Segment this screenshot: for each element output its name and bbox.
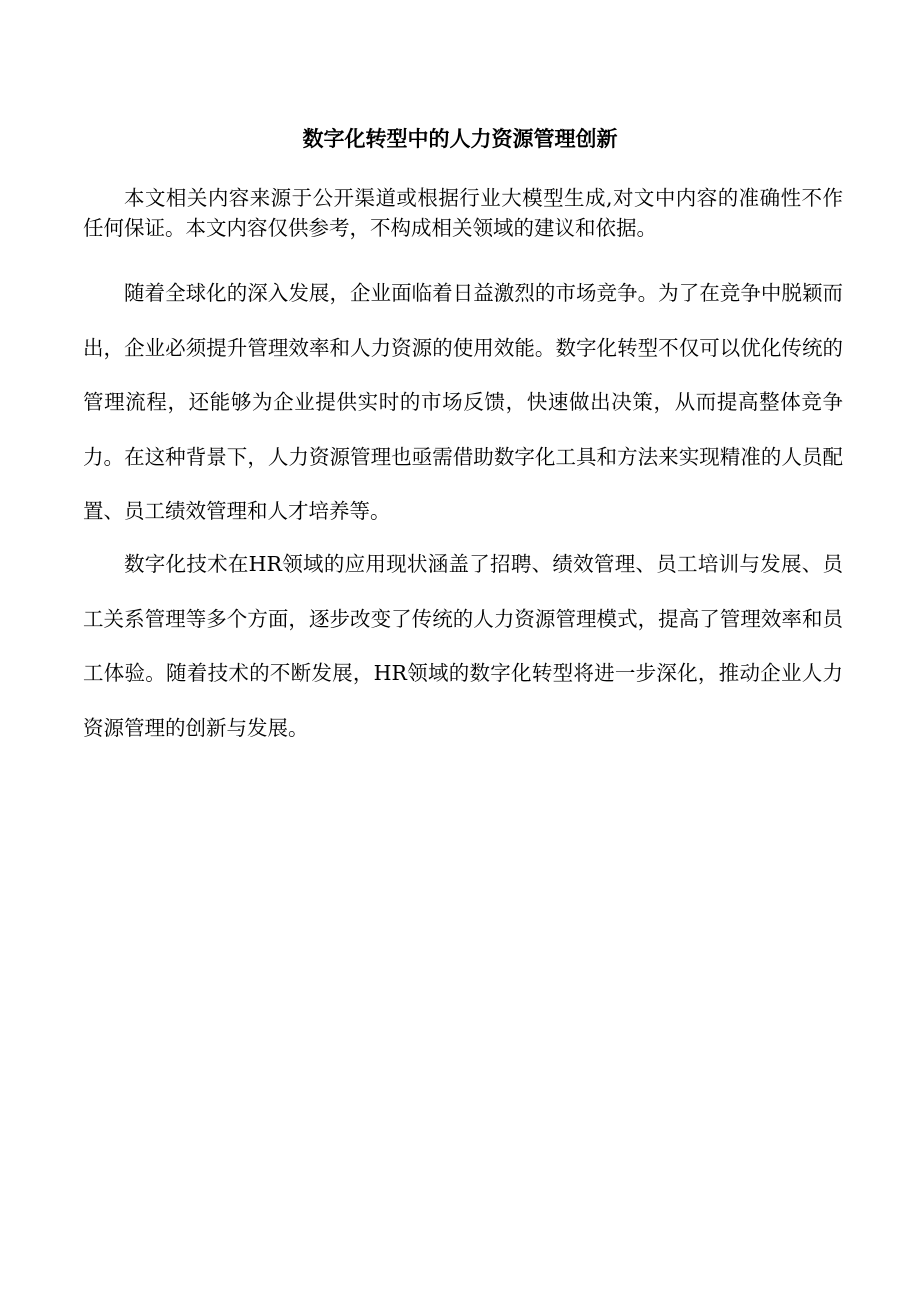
body-paragraph-2: 数字化技术在HR领域的应用现状涵盖了招聘、绩效管理、员工培训与发展、员工关系管理等多个方面，逐步改变了传统的人力资源管理模式，提高了管理效率和员工体验。随着技术的不断发展，HR领域的数字化转型将进一步深化，推动企业人力资源管理的创新与发展。 [83,552,843,740]
disclaimer-paragraph: 本文相关内容来源于公开渠道或根据行业大模型生成,对文中内容的准确性不作任何保证。本文内容仅供参考，不构成相关领域的建议和依据。 [83,186,843,240]
document-title: 数字化转型中的人力资源管理创新 [302,127,618,151]
body-paragraph-1: 随着全球化的深入发展，企业面临着日益激烈的市场竞争。为了在竞争中脱颖而出，企业必须提升管理效率和人力资源的使用效能。数字化转型不仅可以优化传统的管理流程，还能够为企业提供实时的市场反馈，快速做出决策，从而提高整体竞争力。在这种背景下，人力资源管理也亟需借助数字化工具和方法来实现精准的人员配置、员工绩效管理和人才培养等。 [83,281,843,523]
